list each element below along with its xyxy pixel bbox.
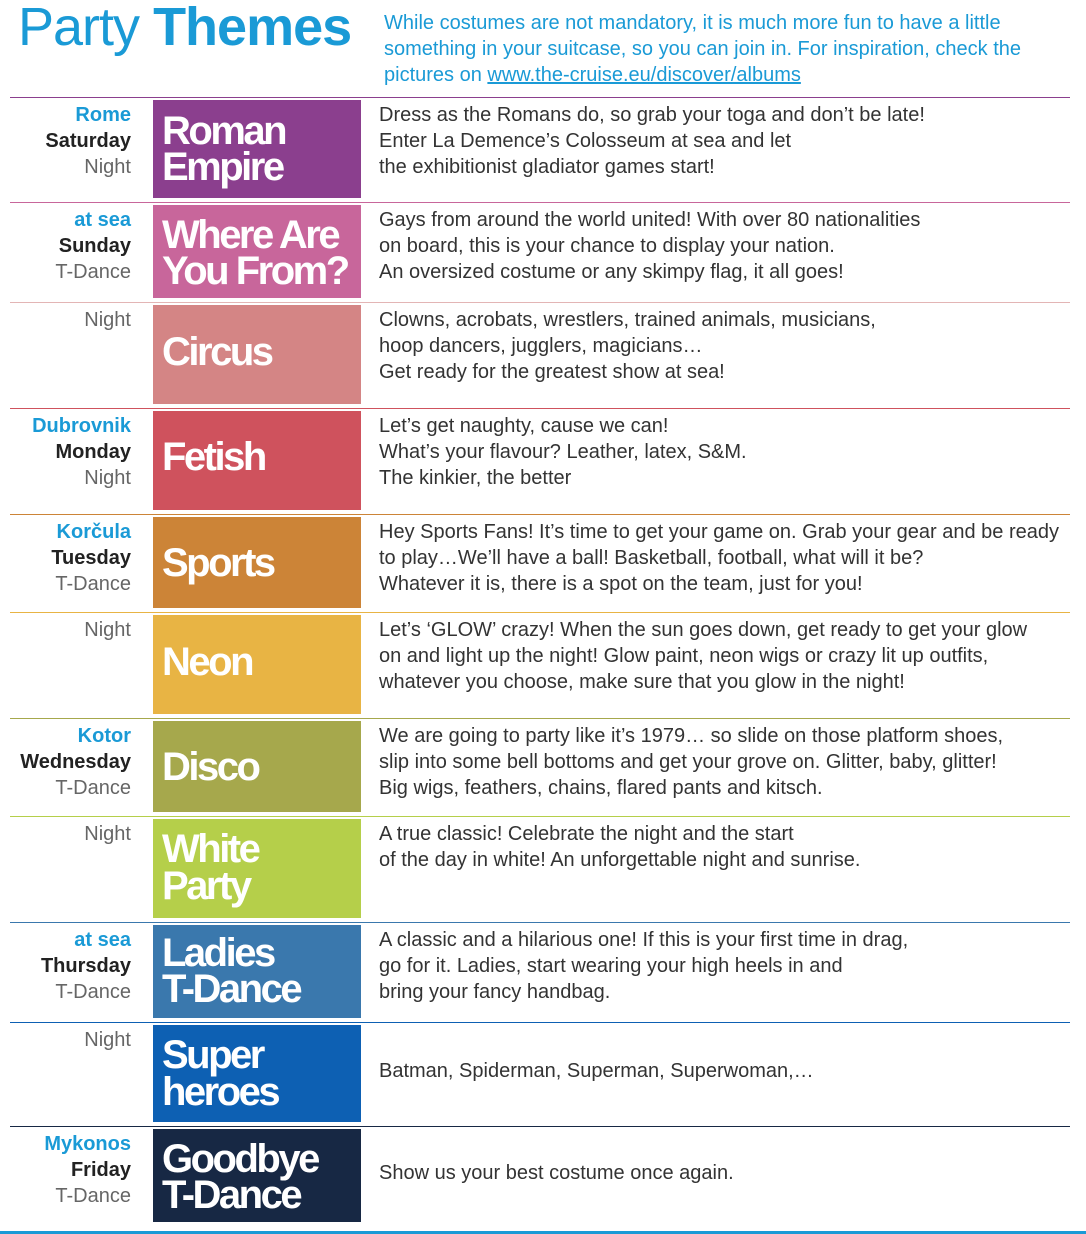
theme-meta: [10, 207, 131, 285]
theme-tile: [153, 411, 361, 510]
description-line: to play…We’ll have a ball! Basketball, football, what will it be?: [379, 547, 924, 569]
intro-text: While costumes are not mandatory, it is much more fun to have a little something in your suitcase, so you can join in. For inspiration, check the pictures on: [384, 12, 1021, 86]
description-line: Clowns, acrobats, wrestlers, trained animals, musicians,: [379, 309, 876, 331]
description-line: Show us your best costume once again.: [379, 1161, 734, 1184]
theme-name-line1: Neon: [162, 640, 252, 684]
theme-description: [379, 207, 1069, 285]
theme-row-white-party: [10, 816, 1070, 922]
theme-tile: [153, 819, 361, 918]
time-slot: Night: [84, 1029, 131, 1051]
theme-description: [379, 723, 1069, 801]
intro-paragraph: [384, 10, 1074, 88]
time-slot: Night: [84, 156, 131, 178]
theme-tile: [153, 100, 361, 198]
theme-description: [379, 519, 1069, 597]
theme-name-line1: Disco: [162, 745, 259, 789]
description-line: hoop dancers, jugglers, magicians…: [379, 335, 703, 357]
description-line: Let’s ‘GLOW’ crazy! When the sun goes down, get ready to get your glow: [379, 619, 1028, 641]
theme-description: [379, 102, 1069, 180]
theme-row-super-heroes: [10, 1022, 1070, 1126]
theme-tile: [153, 205, 361, 298]
time-slot: T-Dance: [55, 1185, 131, 1207]
theme-name-line2: heroes: [162, 1070, 279, 1114]
description-line: the exhibitionist gladiator games start!: [379, 156, 715, 178]
page-header: [0, 0, 1086, 96]
theme-name-line2: Party: [162, 864, 250, 908]
theme-name-line1: Circus: [162, 330, 272, 374]
theme-name-line1: White: [162, 827, 259, 871]
theme-row-where-are-you-from: [10, 202, 1070, 302]
theme-tile: [153, 1025, 361, 1122]
description-line: Get ready for the greatest show at sea!: [379, 361, 725, 383]
theme-row-fetish: [10, 408, 1070, 514]
description-line: on board, this is your chance to display your nation.: [379, 235, 835, 257]
port-name: Rome: [75, 104, 131, 126]
page-title: [18, 0, 351, 56]
description-line: We are going to party like it’s 1979… so slide on those platform shoes,: [379, 725, 1004, 747]
day-name: Tuesday: [51, 547, 131, 569]
port-name: Kotor: [77, 725, 131, 747]
description-line: What’s your flavour? Leather, latex, S&M.: [379, 441, 747, 463]
time-slot: T-Dance: [55, 573, 131, 595]
theme-name-line1: Where Are: [162, 213, 339, 257]
day-name: Sunday: [58, 235, 131, 257]
theme-tile: [153, 925, 361, 1018]
description-line: A true classic! Celebrate the night and the start: [379, 823, 794, 845]
theme-tile: [153, 305, 361, 404]
theme-description: [379, 927, 1069, 1005]
theme-meta: [10, 723, 131, 801]
description-line: Hey Sports Fans! It’s time to get your game on. Grab your gear and be ready: [379, 521, 1059, 543]
time-slot: T-Dance: [55, 261, 131, 283]
time-slot: Night: [84, 619, 131, 641]
theme-name-line1: Ladies: [162, 931, 274, 975]
theme-description: [379, 821, 1069, 873]
theme-name-line2: T-Dance: [162, 967, 301, 1011]
description-line: go for it. Ladies, start wearing your high heels in and: [379, 955, 843, 977]
port-name: Mykonos: [44, 1133, 131, 1155]
port-name: Dubrovnik: [32, 415, 131, 437]
theme-row-roman-empire: [10, 97, 1070, 202]
description-line: The kinkier, the better: [379, 467, 572, 489]
description-line: of the day in white! An unforgettable night and sunrise.: [379, 849, 861, 871]
description-line: Dress as the Romans do, so grab your toga and don’t be late!: [379, 104, 925, 126]
theme-name-line1: Fetish: [162, 435, 265, 479]
theme-tile: [153, 517, 361, 608]
day-name: Saturday: [45, 130, 131, 152]
theme-tile: [153, 615, 361, 714]
day-name: Monday: [55, 441, 131, 463]
theme-row-ladies-t-dance: [10, 922, 1070, 1022]
port-name: at sea: [74, 209, 131, 231]
theme-meta: [10, 307, 131, 333]
day-name: Wednesday: [20, 751, 131, 773]
time-slot: Night: [84, 823, 131, 845]
theme-meta: [10, 927, 131, 1005]
description-line: slip into some bell bottoms and get your grove on. Glitter, baby, glitter!: [379, 751, 997, 773]
description-line: Let’s get naughty, cause we can!: [379, 415, 669, 437]
theme-row-sports: [10, 514, 1070, 612]
theme-row-disco: [10, 718, 1070, 816]
theme-name-line1: Roman: [162, 109, 286, 153]
theme-name-line1: Super: [162, 1033, 263, 1077]
description-line: A classic and a hilarious one! If this is your first time in drag,: [379, 929, 909, 951]
theme-meta: [10, 1027, 131, 1053]
theme-description: [379, 1058, 1069, 1084]
theme-meta: [10, 1131, 131, 1209]
theme-meta: [10, 413, 131, 491]
description-line: Whatever it is, there is a spot on the team, just for you!: [379, 573, 863, 595]
time-slot: Night: [84, 467, 131, 489]
description-line: whatever you choose, make sure that you glow in the night!: [379, 671, 905, 693]
theme-name-line2: You From?: [162, 249, 348, 293]
theme-row-neon: [10, 612, 1070, 718]
title-light: Party: [18, 0, 140, 57]
description-line: Enter La Demence’s Colosseum at sea and let: [379, 130, 792, 152]
theme-row-circus: [10, 302, 1070, 408]
description-line: An oversized costume or any skimpy flag, it all goes!: [379, 261, 844, 283]
description-line: Big wigs, feathers, chains, flared pants and kitsch.: [379, 777, 823, 799]
theme-tile: [153, 721, 361, 812]
theme-description: [379, 413, 1069, 491]
theme-row-goodbye-t-dance: [10, 1126, 1070, 1226]
theme-name-line2: T-Dance: [162, 1173, 301, 1217]
theme-name-line1: Sports: [162, 541, 274, 585]
port-name: at sea: [74, 929, 131, 951]
description-line: bring your fancy handbag.: [379, 981, 611, 1003]
theme-meta: [10, 617, 131, 643]
theme-name-line1: Goodbye: [162, 1137, 318, 1181]
theme-tile: [153, 1129, 361, 1222]
description-line: Batman, Spiderman, Superman, Superwoman,…: [379, 1059, 814, 1082]
theme-meta: [10, 519, 131, 597]
title-bold: Themes: [153, 0, 352, 57]
time-slot: T-Dance: [55, 981, 131, 1003]
theme-description: [379, 617, 1069, 695]
theme-meta: [10, 102, 131, 180]
description-line: on and light up the night! Glow paint, neon wigs or crazy lit up outfits,: [379, 645, 989, 667]
day-name: Friday: [70, 1159, 131, 1181]
time-slot: T-Dance: [55, 777, 131, 799]
theme-description: [379, 1160, 1069, 1186]
theme-meta: [10, 821, 131, 847]
theme-description: [379, 307, 1069, 385]
albums-link[interactable]: www.the-cruise.eu/discover/albums: [487, 64, 801, 86]
day-name: Thursday: [40, 955, 131, 977]
description-line: Gays from around the world united! With over 80 nationalities: [379, 209, 921, 231]
theme-name-line2: Empire: [162, 145, 283, 189]
time-slot: Night: [84, 309, 131, 331]
port-name: Korčula: [56, 521, 131, 543]
